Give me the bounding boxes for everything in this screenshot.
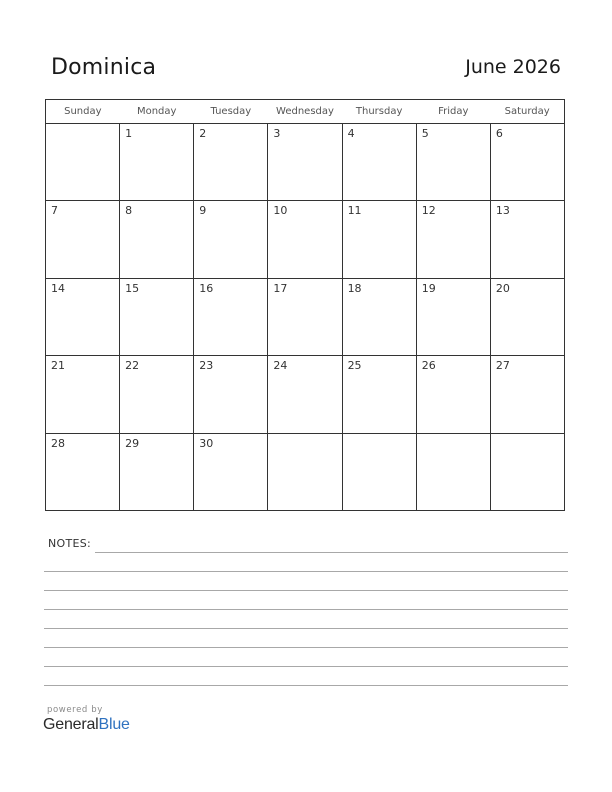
day-cell: [416, 356, 490, 433]
day-cell: [194, 356, 268, 433]
week-row-5: [46, 433, 565, 510]
day-cell: [120, 278, 194, 355]
week-row-2: [46, 201, 565, 278]
day-number: 28: [51, 436, 65, 450]
calendar-grid: [45, 99, 565, 511]
week-row-3: [46, 278, 565, 355]
note-line: [44, 628, 568, 629]
day-number: 26: [421, 359, 436, 373]
day-cell: [268, 124, 342, 201]
day-cell: [416, 278, 490, 355]
day-cell: [342, 124, 416, 201]
day-cell: [46, 278, 120, 355]
day-number: 30: [199, 436, 214, 450]
day-number: 17: [273, 281, 288, 295]
day-number: [343, 434, 416, 437]
weekday-tuesday: Tuesday: [194, 100, 268, 124]
weekday-sunday: Sunday: [46, 100, 120, 124]
day-number: 19: [421, 281, 436, 295]
day-cell: [490, 356, 564, 433]
note-line: [44, 571, 568, 572]
day-cell: [342, 201, 416, 278]
weekday-friday: Friday: [416, 100, 490, 124]
day-number: 1: [125, 127, 133, 140]
day-cell: [490, 278, 564, 355]
day-cell: [46, 356, 120, 433]
weekday-thursday: Thursday: [342, 100, 416, 124]
powered-by-text: powered by: [47, 705, 103, 715]
notes-label: NOTES:: [48, 537, 92, 550]
day-cell: [416, 201, 490, 278]
brand-blue-text: Blue: [98, 716, 130, 733]
day-cell: [194, 201, 268, 278]
day-number: 27: [495, 359, 510, 373]
day-number: 13: [495, 204, 510, 218]
day-cell: [120, 433, 194, 510]
day-number: 21: [51, 359, 65, 373]
day-number: 6: [495, 127, 503, 140]
weekday-saturday: Saturday: [490, 100, 564, 124]
note-line: [44, 647, 568, 648]
day-cell: [490, 433, 564, 510]
day-cell: [342, 356, 416, 433]
note-line: [44, 590, 568, 591]
day-number: [46, 124, 119, 127]
country-title: Dominica: [51, 55, 157, 80]
note-line: [44, 609, 568, 610]
day-number: 10: [273, 204, 288, 218]
day-number: 11: [347, 204, 362, 218]
day-number: 18: [347, 281, 362, 295]
day-number: 3: [273, 127, 281, 140]
day-cell: [268, 278, 342, 355]
day-number: 2: [199, 127, 207, 140]
day-number: 12: [421, 204, 436, 218]
weekday-header-row: [46, 100, 565, 124]
day-cell: [268, 433, 342, 510]
day-number: 9: [199, 204, 207, 218]
day-cell: [46, 433, 120, 510]
weekday-monday: Monday: [120, 100, 194, 124]
day-cell: [342, 278, 416, 355]
day-cell: [46, 124, 120, 201]
day-cell: [490, 124, 564, 201]
day-number: [417, 434, 490, 437]
day-cell: [120, 201, 194, 278]
day-cell: [342, 433, 416, 510]
day-number: [491, 434, 564, 437]
note-line: [95, 552, 568, 553]
day-number: 22: [125, 359, 140, 373]
day-number: 14: [51, 281, 65, 295]
day-number: 24: [273, 359, 288, 373]
day-number: [268, 434, 341, 437]
day-cell: [194, 278, 268, 355]
day-number: 4: [347, 127, 355, 140]
day-cell: [46, 201, 120, 278]
day-number: 25: [347, 359, 362, 373]
week-row-4: [46, 356, 565, 433]
day-cell: [120, 124, 194, 201]
month-year-title: June 2026: [465, 56, 561, 78]
note-line: [44, 666, 568, 667]
weekday-wednesday: Wednesday: [268, 100, 342, 124]
day-number: 29: [125, 436, 140, 450]
note-line: [44, 685, 568, 686]
day-number: 15: [125, 281, 140, 295]
day-cell: [416, 433, 490, 510]
generalblue-logo: [43, 716, 130, 734]
day-number: 20: [495, 281, 510, 295]
day-number: 23: [199, 359, 214, 373]
day-cell: [268, 356, 342, 433]
day-cell: [490, 201, 564, 278]
day-number: 7: [51, 204, 58, 218]
day-number: 16: [199, 281, 214, 295]
day-cell: [416, 124, 490, 201]
day-number: 5: [421, 127, 429, 140]
week-row-1: [46, 124, 565, 201]
day-cell: [194, 433, 268, 510]
day-cell: [120, 356, 194, 433]
day-cell: [194, 124, 268, 201]
day-number: 8: [125, 204, 133, 218]
brand-general-text: General: [43, 716, 99, 733]
day-cell: [268, 201, 342, 278]
